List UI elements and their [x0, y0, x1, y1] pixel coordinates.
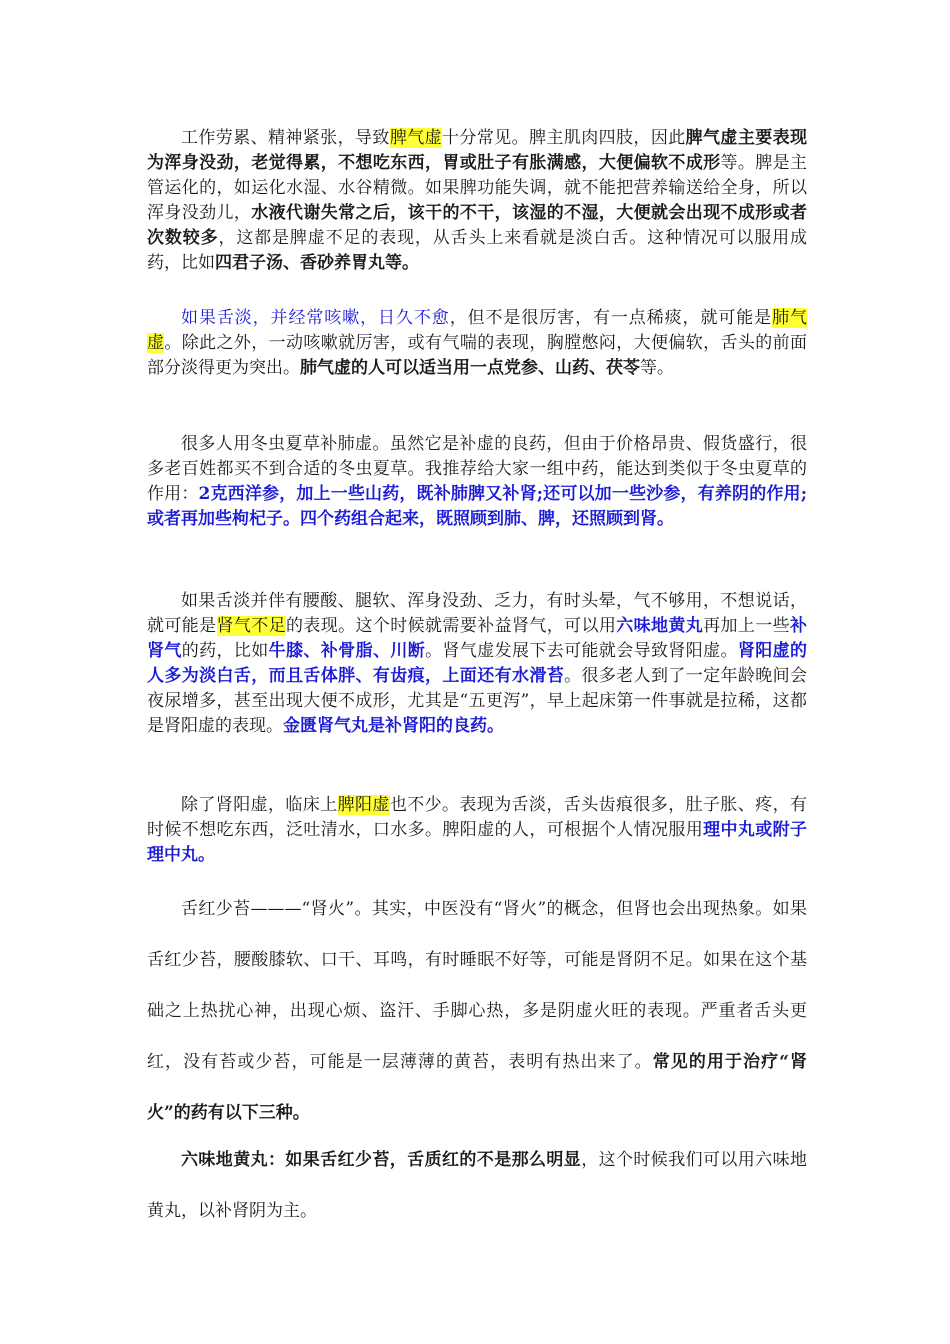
text-run: 十分常见。脾主肌肉四肢，因此 [442, 128, 686, 148]
text-run: 很多人用冬虫夏草补肺虚。虽然它是补虚的良药，但由于价格昂贵、假货盛行，很多老百姓都买不到合适的冬虫夏草。我推荐给大家一组中药，能达到类似于冬虫夏草的作用： [147, 434, 807, 504]
paragraph-kidney-qi-deficiency [147, 589, 807, 739]
text-run: 工作劳累、精神紧张，导致 [181, 128, 390, 148]
text-run: 如果舌淡，并经常咳嗽，日久不愈 [181, 308, 450, 328]
text-run: 补肾气 [147, 616, 808, 661]
text-run: 舌红少苔———“肾火”。其实，中医没有“肾火”的概念，但肾也会出现热象。如果舌红少苔，腰酸膝软、口干、耳鸣，有时睡眠不好等，可能是肾阴不足。如果在这个基础之上热扰心神，出现心烦、盗汗、手脚心热，多是阴虚火旺的表现。严重者舌头更红，没有苔或少苔，可能是一层薄薄的黄苔，表明有热出来了。 [147, 899, 807, 1072]
text-run: ，这个时候我们可以用六味地黄丸，以补肾阴为主。 [147, 1150, 808, 1221]
text-run: ，这都是脾虚不足的表现，从舌头上来看就是淡白舌。这种情况可以服用成药，比如 [147, 228, 808, 273]
paragraph-spleen-yang-deficiency [147, 793, 807, 868]
text-run: 也不少。表现为舌淡，舌头齿痕很多，肚子胀、疼，有时候不想吃东西，泛吐清水，口水多。脾阳虚的人，可根据个人情况服用 [147, 795, 808, 840]
text-run: 脾气虚主要表现为浑身没劲，老觉得累，不想吃东西，胃或肚子有胀满感，大便偏软不成形 [147, 128, 808, 173]
text-run: 2克西洋参，加上一些山药，既补肺脾又补肾;还可以加一些沙参，有养阴的作用;或者再加些枸杞子。四个药组合起来，既照顾到肺、脾，还照顾到肾。 [147, 484, 807, 529]
text-run: 如果舌淡并伴有腰酸、腿软、浑身没劲、乏力，有时头晕，气不够用，不想说话，就可能是 [147, 591, 807, 636]
text-run: 常见的用于治疗“肾火”的药有以下三种。 [147, 1052, 808, 1123]
text-run: ，但不是很厉害，有一点稀痰，就可能是 [449, 308, 773, 328]
text-run: 水液代谢失常之后，该干的不干，该湿的不湿，大便就会出现不成形或者次数较多 [147, 203, 808, 248]
paragraph-liuwei-dihuang-wan [147, 1135, 807, 1237]
paragraph-lung-qi-deficiency [147, 306, 807, 381]
text-run: 。除此之外，一动咳嗽就厉害，或有气喘的表现，胸膛憋闷，大便偏软，舌头的前面部分淡得更为突出。 [147, 333, 808, 378]
text-run: 六味地黄丸 [616, 616, 704, 636]
text-run: 理中丸或附子理中丸。 [147, 820, 808, 865]
highlighted-term: 脾阳虚 [337, 795, 390, 815]
text-run: 肾阳虚的人多为淡白舌，而且舌体胖、有齿痕，上面还有水滑苔 [147, 641, 808, 686]
text-run: 金匮肾气丸是补肾阳的良药。 [283, 716, 504, 736]
text-run: 六味地黄丸：如果舌红少苔，舌质红的不是那么明显 [181, 1150, 582, 1170]
text-run: 除了肾阳虚，临床上 [181, 795, 338, 815]
text-run: 牛膝、补骨脂、川断 [268, 641, 426, 661]
text-run: 。肾气虚发展下去可能就会导致肾阳虚。 [425, 641, 738, 661]
text-run: 的表现。这个时候就需要补益肾气，可以用 [286, 616, 617, 636]
highlighted-term: 脾气虚 [389, 128, 443, 148]
paragraph-kidney-fire [147, 884, 807, 1139]
text-run: 。很多老人到了一定年龄晚间会夜尿增多，甚至出现大便不成形，尤其是“五更泻”，早上起床第一件事就是拉稀，这都是肾阳虚的表现。 [147, 666, 808, 736]
highlighted-term: 肺气虚 [147, 308, 808, 353]
text-run: 等。脾是主管运化的，如运化水湿、水谷精微。如果脾功能失调，就不能把营养输送给全身，所以浑身没劲儿， [147, 153, 808, 223]
text-run: 再加上一些 [703, 616, 791, 636]
paragraph-spleen-qi-deficiency [147, 126, 807, 276]
highlighted-term: 肾气不足 [216, 616, 287, 636]
paragraph-cordyceps-substitute [147, 432, 807, 532]
text-run: 的药，比如 [181, 641, 269, 661]
text-run: 肺气虚的人可以适当用一点党参、山药、茯苓 [300, 358, 640, 378]
text-run: 四君子汤、香砂养胃丸等。 [215, 253, 419, 273]
text-run: 等。 [640, 358, 674, 378]
